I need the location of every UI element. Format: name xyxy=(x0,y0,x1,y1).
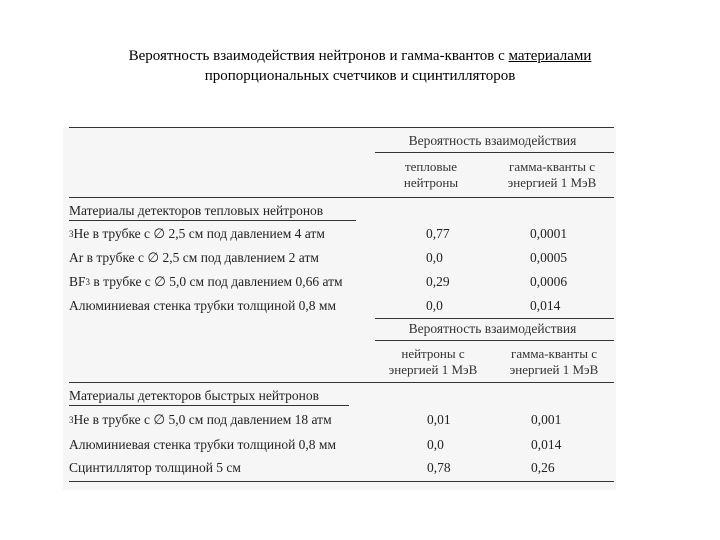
row-label-rest: в трубке с ∅ 5,0 см под давлением 0,66 атм xyxy=(90,274,343,289)
table2-row-2-col1: 0,0 xyxy=(427,437,444,452)
row-label-text: BF xyxy=(69,274,86,289)
title-line-1 xyxy=(0,46,720,66)
title-line-1-text: Вероятность взаимодействия нейтронов и гамма-квантов с xyxy=(128,48,509,64)
table2-row-3-label: Сцинтиллятор толщиной 5 см xyxy=(69,460,241,475)
table2-col2-header: гамма-кванты с энергией 1 МэВ xyxy=(509,346,599,377)
table1-top-rule xyxy=(69,127,614,128)
page-title xyxy=(0,46,720,86)
table1-group-rule xyxy=(375,152,614,153)
table2-row-3-col1: 0,78 xyxy=(427,460,451,475)
row-sup: 3 xyxy=(69,415,74,425)
table1-row-1-label xyxy=(69,226,325,242)
table1-row-2-col1: 0,0 xyxy=(426,250,443,265)
title-underlined-word: материалами xyxy=(508,48,592,64)
table2-row-3-col2: 0,26 xyxy=(531,460,555,475)
table2-section-title: Материалы детекторов быстрых нейтронов xyxy=(69,388,319,403)
table1-section-rule xyxy=(69,220,356,221)
table2-header-rule xyxy=(69,382,614,383)
table1-group-header: Вероятность взаимодействия xyxy=(408,133,577,148)
table1-row-1-col2: 0,0001 xyxy=(530,226,568,241)
table1-row-1-col1: 0,77 xyxy=(426,226,450,241)
table2-row-1-label xyxy=(69,412,332,428)
table2-section-rule xyxy=(69,405,349,406)
table1-col1-header: тепловые нейтроны xyxy=(403,159,459,190)
table1-header-rule xyxy=(69,197,614,198)
table1-row-3-col2: 0,0006 xyxy=(530,274,568,289)
table2-group-header: Вероятность взаимодействия xyxy=(408,321,577,336)
table1-row-3-col1: 0,29 xyxy=(426,274,450,289)
table2-bottom-rule xyxy=(69,481,614,482)
title-line-2: пропорциональных счетчиков и сцинтилляторов xyxy=(204,68,516,84)
table1-col2-header: гамма-кванты с энергией 1 МэВ xyxy=(507,159,597,190)
table1-row-4-label: Алюминиевая стенка трубки толщиной 0,8 мм xyxy=(69,298,337,313)
row-sub: 3 xyxy=(85,277,91,287)
table1-row-2-col2: 0,0005 xyxy=(530,250,568,265)
table2-top-rule xyxy=(375,318,614,319)
table1-section-title: Материалы детекторов тепловых нейтронов xyxy=(69,203,324,218)
table2-row-2-label: Алюминиевая стенка трубки толщиной 0,8 мм xyxy=(69,437,337,452)
table2-row-1-col1: 0,01 xyxy=(427,412,451,427)
table2-row-1-col2: 0,001 xyxy=(531,412,562,427)
table1-row-2-label: Ar в трубке с ∅ 2,5 см под давлением 2 атм xyxy=(69,250,319,265)
row-label-text: Не в трубке с ∅ 5,0 см под давлением 18 атм xyxy=(73,412,332,427)
table1-row-3-label xyxy=(69,274,343,290)
row-sup: 3 xyxy=(69,229,74,239)
table2-col1-header: нейтроны с энергией 1 МэВ xyxy=(388,346,478,377)
table-scan xyxy=(63,127,616,490)
table1-row-4-col1: 0,0 xyxy=(426,298,443,313)
row-label-text: Не в трубке с ∅ 2,5 см под давлением 4 атм xyxy=(73,226,325,241)
table2-group-rule xyxy=(375,340,614,341)
table2-row-2-col2: 0,014 xyxy=(531,437,562,452)
table1-row-4-col2: 0,014 xyxy=(530,298,561,313)
